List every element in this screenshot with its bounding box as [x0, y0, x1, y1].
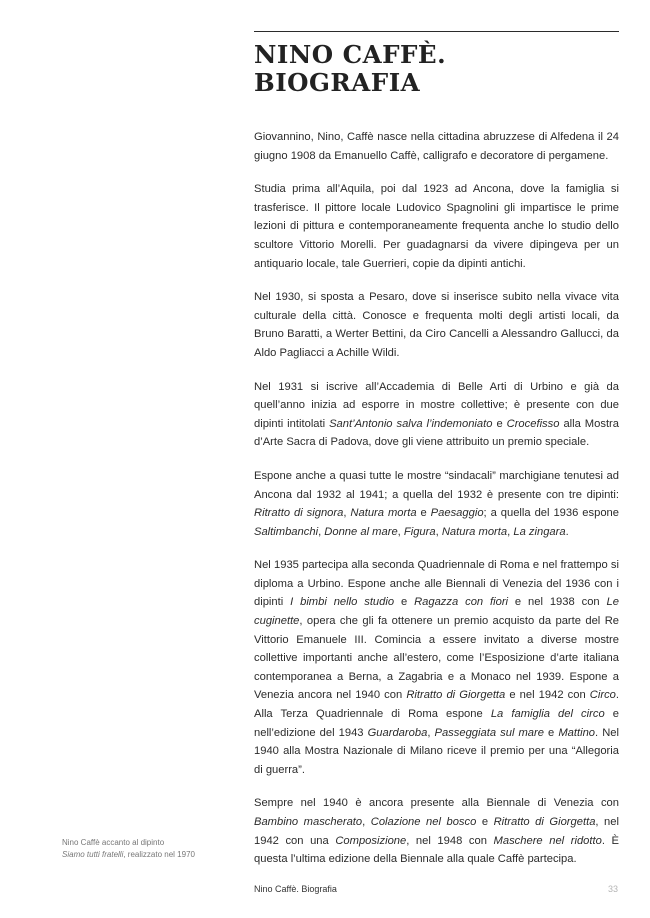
title-line-2: BIOGRAFIA	[254, 68, 421, 97]
image-caption	[62, 837, 195, 861]
page-title	[254, 41, 446, 97]
paragraph: Studia prima all’Aquila, poi dal 1923 ad Ancona, dove la famiglia si trasferisce. Il pittore locale Ludovico Spagnolini gli impartisce le prime lezioni di pittura e contemporaneamente frequenta anche lo studio dello scultore Vittorio Morelli. Per guadagnarsi da vivere dipingeva per un antiquario locale, tale Guerrieri, copie da dipinti antichi.	[254, 183, 619, 270]
paragraph: Nel 1930, si sposta a Pesaro, dove si inserisce subito nella vivace vita culturale della città. Conosce e frequenta molti degli artisti locali, da Bruno Baratti, a Werter Bettini, da Ciro Cancelli a Alessandro Gallucci, da Aldo Pagliacci a Achille Wildi.	[254, 291, 619, 359]
top-rule	[254, 31, 619, 32]
title-line-1: NINO CAFFÈ.	[254, 40, 447, 69]
biography-text	[254, 128, 619, 884]
paragraph: Nel 1931 si iscrive all’Accademia di Belle Arti di Urbino e già da quell’anno inizia ad esporre in mostre collettive; è presente con due dipinti intitolati Sant’Antonio salva l’indemoniato e Crocefisso alla Mostra d’Arte Sacra di Padova, dove gli viene attribuito un premio speciale.	[254, 380, 619, 449]
paragraph: Giovannino, Nino, Caffè nasce nella cittadina abruzzese di Alfedena il 24 giugno 1908 da Emanuello Caffè, calligrafo e decoratore di pergamene.	[254, 131, 619, 162]
caption-line-2: Siamo tutti fratelli, realizzato nel 1970	[62, 850, 195, 859]
paragraph: Nel 1935 partecipa alla seconda Quadriennale di Roma e nel frattempo si diploma a Urbino. Espone anche alle Biennali di Venezia del 1936 con i dipinti I bimbi nello studio e Ragazza con fiori e nel 1938 con Le cuginette, opera che gli fa ottenere un premio acquisto da parte del Re Vittorio Emanuele III. Comincia a essere invitato a diverse mostre collettive importanti anche all’estero, come l’Esposizione d’arte italiana contemporanea a Berna, a Zagabria e a Monaco nel 1939. Espone a Venezia ancora nel 1940 con Ritratto di Giorgetta e nel 1942 con Circo. Alla Terza Quadriennale di Roma espone La famiglia del circo e nell’edizione del 1943 Guardaroba, Passeggiata sul mare e Mattino. Nel 1940 alla Mostra Nazionale di Milano riceve il premio per una “Allegoria di guerra”.	[254, 559, 620, 776]
footer-title: Nino Caffè. Biografia	[254, 884, 337, 894]
paragraph: Espone anche a quasi tutte le mostre “sindacali” marchigiane tenutesi ad Ancona dal 1932 al 1941; a quella del 1932 è presente con tre dipinti: Ritratto di signora, Natura morta e Paesaggio; a quella del 1936 espone Saltimbanchi, Donne al mare, Figura, Natura morta, La zingara.	[254, 469, 619, 538]
page-number: 33	[608, 884, 619, 894]
caption-line-1: Nino Caffè accanto al dipinto	[62, 838, 165, 847]
paragraph: Sempre nel 1940 è ancora presente alla Biennale di Venezia con Bambino mascherato, Colazione nel bosco e Ritratto di Giorgetta, nel 1942 con una Composizione, nel 1948 con Maschere nel ridotto. È questa l’ultima edizione della Biennale alla quale Caffè partecipa.	[254, 797, 619, 866]
